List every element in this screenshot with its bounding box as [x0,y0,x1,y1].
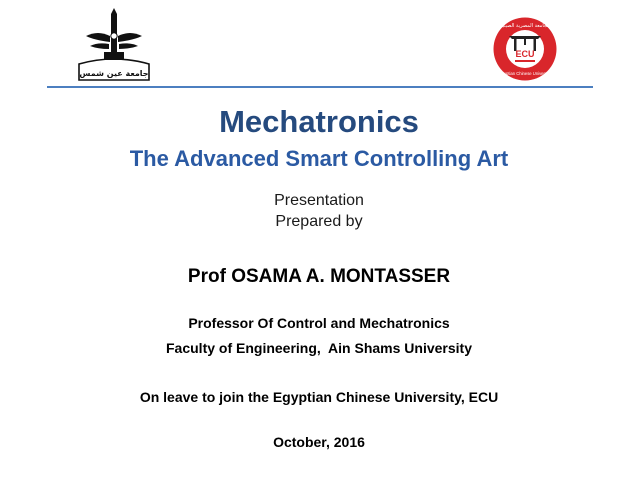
author-faculty: Faculty of Engineering, Ain Shams University [166,340,472,356]
author-name: Prof OSAMA A. MONTASSER [187,266,451,287]
presentation-label: Presentation [274,192,364,209]
header-divider [47,86,593,88]
presentation-date: October, 2016 [273,434,365,450]
leave-note: On leave to join the Egyptian Chinese University, ECU [139,389,499,405]
ecu-abbr: ECU [515,49,535,59]
ecu-english-name: Egyptian Chinese University [498,71,552,76]
slide-subtitle: The Advanced Smart Controlling Art [129,146,509,171]
ecu-arabic-name: الجامعة المصرية الصينية [499,23,551,29]
prepared-by-label: Prepared by [275,213,363,230]
author-role: Professor Of Control and Mechatronics [188,315,450,331]
ecu-seal-icon [492,16,558,82]
seal-caption: جامعة عين شمس [79,69,149,78]
slide-title: Mechatronics [219,104,419,139]
ain-shams-university-seal-icon [76,6,152,82]
